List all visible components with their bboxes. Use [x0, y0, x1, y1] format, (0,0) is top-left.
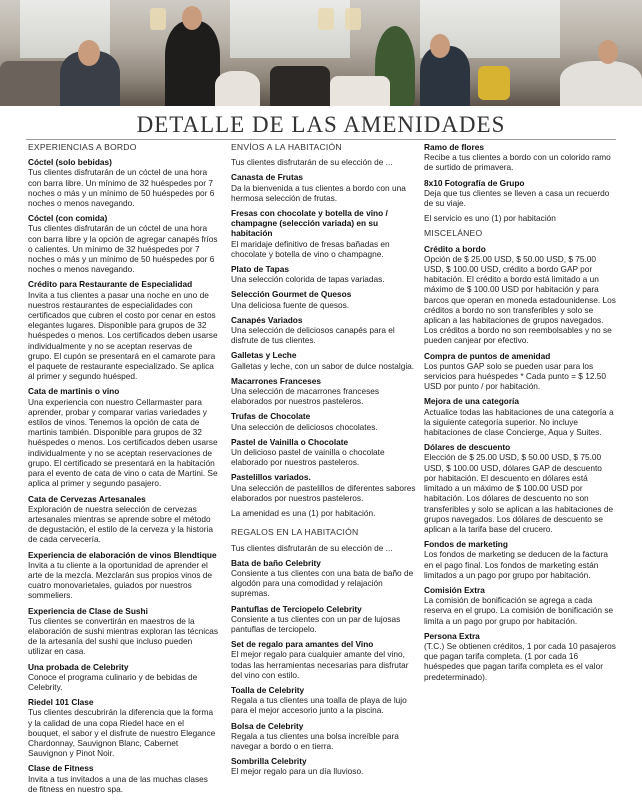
amenity-item	[424, 244, 616, 346]
amenity-item	[231, 721, 417, 752]
amenity-item	[231, 264, 417, 284]
amenity-description: Tus clientes descubrirán la diferencia que la forma y la calidad de una copa Riedel hace en el bouquet, el sabor y el disfrute de nuestro Elegance Chardonnay, Sauvignon Blanc, Cabernet Sauvignon y Pinot Noir.	[28, 707, 216, 759]
amenity-title: Set de regalo para amantes del Vino	[231, 639, 374, 650]
amenity-description: Exploración de nuestra selección de cervezas artesanales mientras se aprende sobre el método de degustación, el estilo de la cerveza y la historia de cada cervecería.	[28, 503, 213, 545]
column-miscellaneous	[424, 142, 616, 687]
amenity-title: Bolsa de Celebrity	[231, 720, 304, 731]
amenity-item	[28, 550, 218, 601]
amenity-title: Una probada de Celebrity	[28, 661, 129, 672]
amenity-description: Tus clientes disfrutarán de un cóctel de una hora con barra libre. Un mínimo de 32 huéspedes por 7 noches o más y un mínimo de 50 huéspedes por 6 noches o menos navegando.	[28, 167, 215, 209]
amenity-item	[28, 494, 218, 545]
section-heading: ENVÍOS A LA HABITACIÓN	[231, 142, 342, 152]
amenity-item	[28, 157, 218, 208]
amenity-description: El maridaje definitivo de fresas bañadas en chocolate y botella de vino o champagne.	[231, 238, 390, 259]
item-list	[424, 244, 616, 682]
amenity-title: Dólares de descuento	[424, 442, 511, 453]
amenity-item	[231, 208, 417, 259]
amenity-title: Bata de baño Celebrity	[231, 557, 321, 568]
item-list	[231, 172, 417, 503]
amenity-title: Selección Gourmet de Quesos	[231, 289, 352, 300]
amenity-title: Canapés Variados	[231, 314, 303, 325]
amenity-item	[231, 685, 417, 716]
amenity-title: 8x10 Fotografía de Grupo	[424, 177, 525, 188]
amenity-item	[28, 697, 218, 758]
amenity-item	[231, 604, 417, 635]
amenity-description: Una selección de deliciosos chocolates.	[231, 421, 378, 432]
waiter	[165, 21, 220, 106]
sofa	[330, 76, 390, 106]
amenity-item	[231, 472, 417, 503]
hero-photo	[0, 0, 642, 106]
item-list	[231, 558, 417, 777]
amenity-description: Una experiencia con nuestro Cellarmaster para aprender, probar y comparar varias variedades y estilos de vinos. Tenemos la opción de cata de martinis también. Disponible para grupos de 32 huéspedes o menos. Los certificados deben usarse individualmente y no se aceptan reservaciones de grupo. El certificado se presentará en la habitación para el evento de cata de vino o cata de Martini. Se aplica al primer y segundo pasajero.	[28, 396, 218, 489]
person	[560, 61, 642, 106]
amenity-title: Fondos de marketing	[424, 539, 508, 550]
amenity-description: Una selección de macarrones franceses elaborados por nuestros pasteleros.	[231, 386, 380, 407]
amenity-title: Macarrones Franceses	[231, 375, 321, 386]
amenity-title: Trufas de Chocolate	[231, 411, 311, 422]
section-heading: EXPERIENCIAS A BORDO	[28, 142, 137, 152]
amenity-description: Invita a tus clientes a pasar una noche en uno de nuestros restaurantes de especialidades con certificados que cubren el costo por cenar en estos elegantes lugares. Disponible para grupos de 32 huéspedes o menos. Los certificados deben usarse individualmente y no se aceptan reservas de grupo. El cupón se presentará en el camarote para el paquete de restaurante especializado. Se aplica al primer y segundo huésped.	[28, 289, 218, 382]
amenity-description: Consiente a tus clientes con un par de lujosas pantuflas de terciopelo.	[231, 613, 401, 634]
amenity-item	[28, 662, 218, 693]
amenity-title: Cata de martinis o vino	[28, 386, 120, 397]
amenity-title: Crédito a bordo	[424, 243, 486, 254]
amenity-item	[231, 376, 417, 407]
lamp	[345, 8, 361, 30]
amenity-item	[424, 631, 616, 682]
amenity-item	[231, 289, 417, 309]
amenity-description: Deja que tus clientes se lleven a casa un recuerdo de su viaje.	[424, 187, 610, 209]
amenity-item	[424, 178, 616, 209]
amenity-item	[231, 172, 417, 203]
amenity-title: Comisión Extra	[424, 584, 485, 595]
amenity-item	[231, 558, 417, 599]
yellow-chair	[478, 66, 510, 100]
item-list	[424, 142, 616, 208]
amenity-description: Recibe a tus clientes a bordo con un colorido ramo de surtido de primavera.	[424, 152, 611, 173]
amenity-item	[231, 639, 417, 680]
amenity-title: Riedel 101 Clase	[28, 697, 94, 708]
person-head	[430, 34, 450, 58]
amenity-item	[424, 442, 616, 534]
amenity-title: Cata de Cervezas Artesanales	[28, 493, 146, 504]
column-room-deliveries	[231, 142, 417, 782]
amenity-title: Fresas con chocolate y botella de vino / champagne (selección variada) en su habitación	[231, 208, 388, 239]
amenity-description: Regala a tus clientes una bolsa increíble para navegar a bordo o en tierra.	[231, 730, 399, 751]
section-heading: MISCELÁNEO	[424, 228, 483, 239]
amenity-item	[231, 315, 417, 346]
amenity-title: Galletas y Leche	[231, 350, 297, 361]
amenity-item	[231, 411, 417, 431]
amenity-title: Cóctel (solo bebidas)	[28, 157, 112, 168]
amenity-description: Invita a tus invitados a una de las muchas clases de fitness en nuestro spa.	[28, 773, 208, 794]
chair	[270, 66, 330, 106]
amenity-description: Una selección colorida de tapas variadas.	[231, 274, 385, 285]
amenity-description: Un delicioso pastel de vainilla o chocolate elaborado por nuestros pasteleros.	[231, 447, 385, 468]
amenity-description: Elección de $ 25.00 USD, $ 50.00 USD, $ 75.00 USD, $ 100.00 USD, dólares GAP de descuento por habitación. El descuento en dólares está limitado a un máximo de $ 100.00 USD por habitación. Los dólares de descuento no son transferibles y solo se aplican a las habitaciones de grupos navegados. Los dólares de descuento se aplican a la tarifa base del crucero.	[424, 452, 614, 534]
amenity-item	[28, 386, 218, 488]
intro-text: Tus clientes disfrutarán de su elección de ...	[231, 157, 393, 168]
amenity-item	[424, 539, 616, 580]
amenity-item	[28, 606, 218, 657]
note-text: La amenidad es una (1) por habitación.	[231, 508, 376, 519]
person-head	[598, 40, 618, 64]
amenity-item	[424, 585, 616, 626]
amenity-description: Tus clientes disfrutarán de un cóctel de una hora con barra libre y la opción de agregar canapés fríos o calientes. Un mínimo de 32 huéspedes por 7 noches o más y un mínimo de 50 huéspedes por 6 noches o menos navegando.	[28, 223, 218, 275]
amenity-description: Opción de $ 25.00 USD, $ 50.00 USD, $ 75.00 USD, $ 100.00 USD, crédito a bordo GAP por habitación. El crédito a bordo está limitado a un máximo de $ 100.00 USD por habitación y para barcos que operan en moneda estadounidense. Los créditos a bordo no son transferibles y solo se aplican a las habitaciones de grupos navegados. Los créditos a bordo no son reembolsables y no se pueden canjear por efectivo.	[424, 253, 616, 346]
amenity-title: Persona Extra	[424, 630, 480, 641]
amenity-item	[231, 437, 417, 468]
amenity-item	[28, 763, 218, 794]
amenity-title: Experiencia de Clase de Sushi	[28, 605, 148, 616]
amenity-title: Mejora de una categoría	[424, 396, 519, 407]
amenity-item	[424, 351, 616, 392]
amenity-description: Da la bienvenida a tus clientes a bordo con una hermosa selección de frutas.	[231, 182, 406, 203]
amenity-item	[28, 279, 218, 381]
note-text: El servicio es uno (1) por habitación	[424, 213, 556, 224]
page-title: DETALLE DE LAS AMENIDADES	[136, 112, 506, 137]
amenity-item	[424, 396, 616, 437]
amenity-description: Los fondos de marketing se deducen de la factura en el pago final. Los fondos de marketing están limitados a un pago por grupo por habitación.	[424, 549, 609, 580]
amenity-title: Compra de puntos de amenidad	[424, 350, 551, 361]
amenity-title: Canasta de Frutas	[231, 172, 303, 183]
amenity-title: Plato de Tapas	[231, 264, 289, 275]
lamp	[318, 8, 334, 30]
person	[215, 71, 260, 106]
amenity-item	[231, 350, 417, 370]
amenity-description: El mejor regalo para un día lluvioso.	[231, 766, 364, 777]
amenity-description: Una selección de deliciosos canapés para el disfrute de tus clientes.	[231, 325, 395, 346]
amenity-description: Conoce el programa culinario y de bebidas de Celebrity.	[28, 671, 198, 692]
amenity-description: Consiente a tus clientes con una bata de baño de algodón para una comodidad y relajación supremas.	[231, 567, 414, 599]
amenity-title: Pastelillos variados.	[231, 472, 311, 483]
amenity-description: La comisión de bonificación se agrega a cada reserva en el grupo. La comisión de bonificación se limita a un pago por grupo por habitación.	[424, 595, 614, 626]
amenity-description: Tus clientes se convertirán en maestros de la elaboración de sushi mientras exploran las técnicas de la artesanía del sushi que incluso pueden utilizar en casa.	[28, 615, 219, 657]
amenity-item	[424, 142, 616, 173]
amenity-description: Los puntos GAP solo se pueden usar para los servicios para huéspedes * Cada punto = $ 12.50 USD por punto / por habitación.	[424, 360, 606, 392]
person-head	[78, 40, 100, 66]
amenity-title: Pantuflas de Terciopelo Celebrity	[231, 603, 362, 614]
amenity-description: Actualice todas las habitaciones de una categoría a la siguiente categoría superior. No incluye habitaciones de clase Concierge, Aqua y Suites.	[424, 406, 614, 438]
amenity-description: Invita a tu cliente a la oportunidad de aprender el arte de la mezcla. Mezclarán sus propios vinos de cuatro monovarietales, guiados por nuestros sommeliers.	[28, 559, 213, 601]
section-heading: REGALOS EN LA HABITACIÓN	[231, 527, 359, 538]
waiter-head	[182, 6, 202, 30]
amenity-item	[231, 756, 417, 776]
amenity-description: (T.C.) Se obtienen créditos, 1 por cada 10 pasajeros que pagan tarifa completa. (1 por cada 16 huéspedes que pagan tarifa completa es el valor predeterminado).	[424, 640, 616, 682]
amenity-title: Toalla de Celebrity	[231, 684, 305, 695]
amenity-description: Una selección de pastelillos de diferentes sabores elaborados por nuestros pasteleros.	[231, 482, 416, 503]
lamp	[150, 8, 166, 30]
item-list	[28, 157, 218, 794]
amenity-title: Cóctel (con comida)	[28, 213, 108, 224]
amenity-description: El mejor regalo para cualquier amante del vino, todas las herramientas necesarias para disfrutar del vino con estilo.	[231, 649, 409, 680]
amenity-description: Regala a tus clientes una toalla de playa de lujo para el mejor accesorio junto a la piscina.	[231, 695, 407, 716]
amenity-description: Una deliciosa fuente de quesos.	[231, 299, 350, 310]
amenity-item	[28, 213, 218, 274]
amenity-title: Experiencia de elaboración de vinos Blendtique	[28, 549, 217, 560]
amenity-title: Pastel de Vainilla o Chocolate	[231, 436, 349, 447]
amenity-title: Clase de Fitness	[28, 763, 94, 774]
amenity-title: Sombrilla Celebrity	[231, 756, 307, 767]
amenity-description: Galletas y leche, con un sabor de dulce nostalgia.	[231, 360, 415, 371]
column-experiences	[28, 142, 218, 799]
intro-text: Tus clientes disfrutarán de su elección de ...	[231, 542, 393, 553]
amenity-title: Ramo de flores	[424, 142, 484, 152]
divider	[26, 139, 616, 140]
amenity-title: Crédito para Restaurante de Especialidad	[28, 279, 193, 290]
